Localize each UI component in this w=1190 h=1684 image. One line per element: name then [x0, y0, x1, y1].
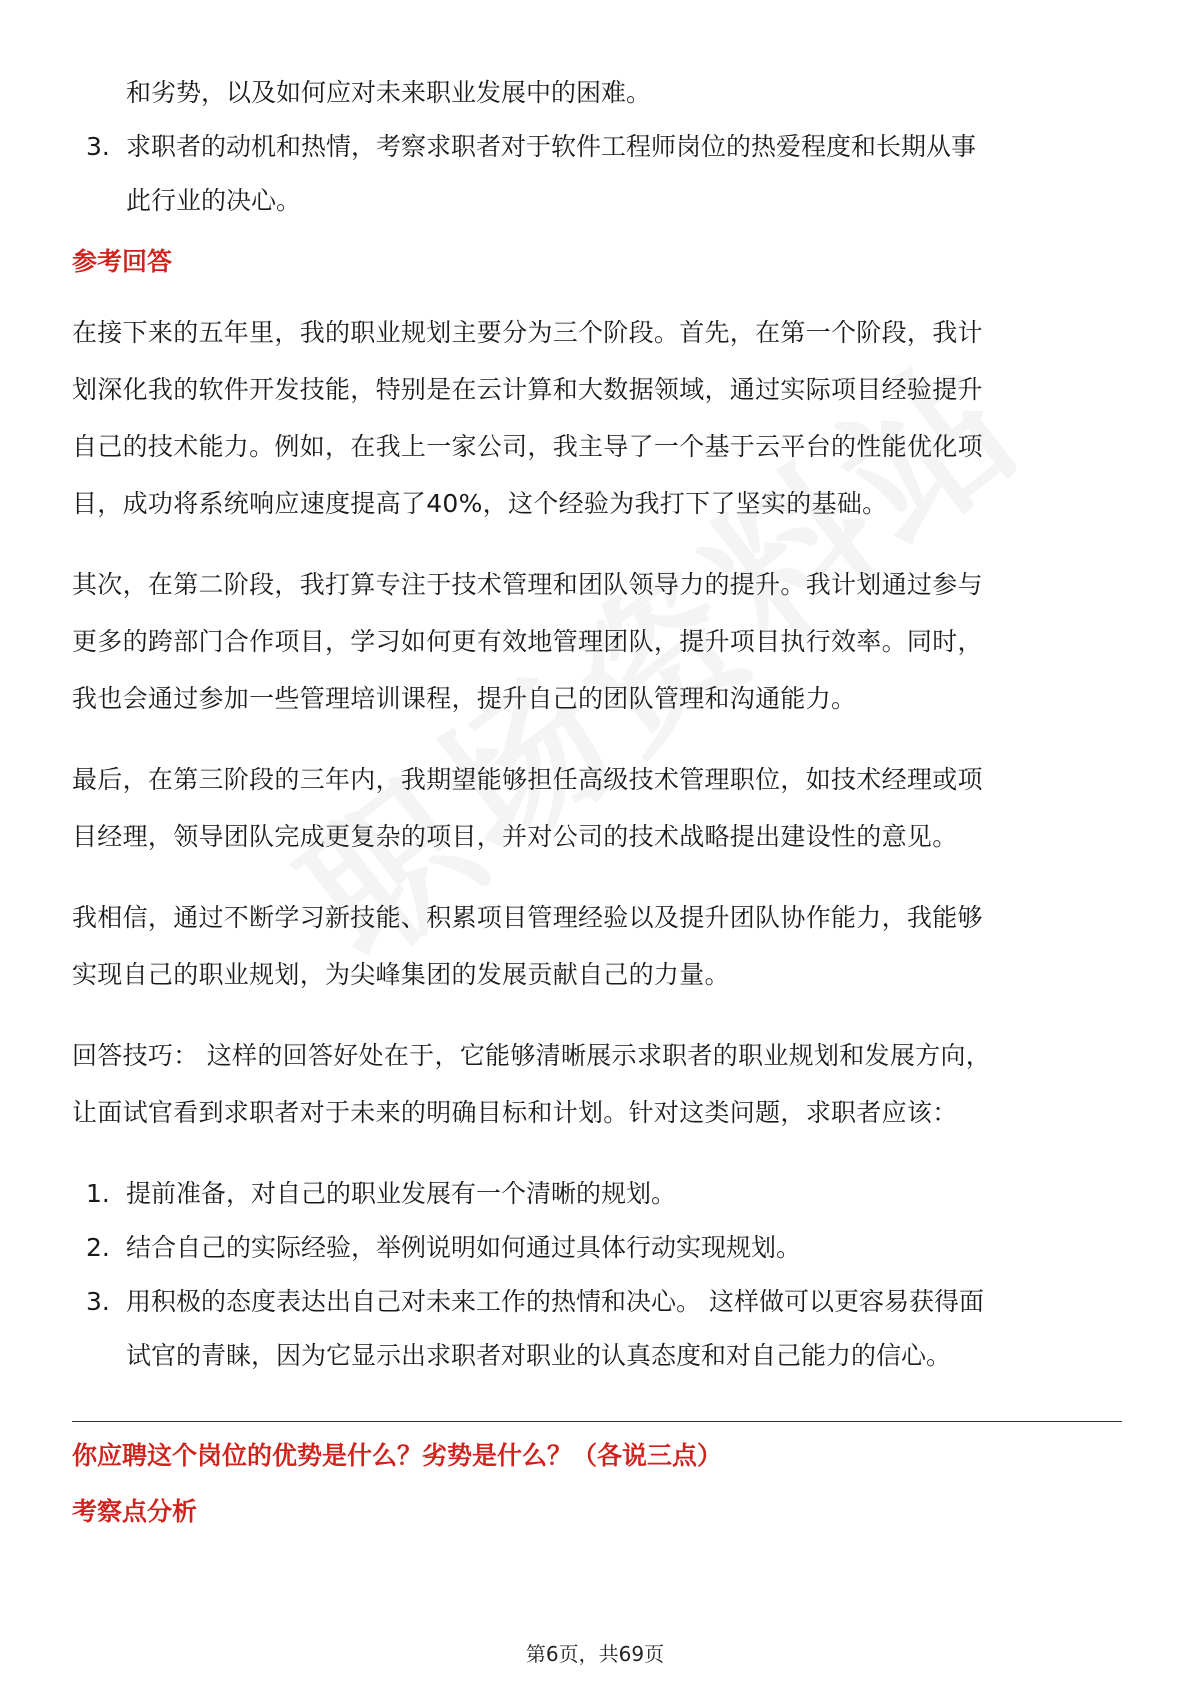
text-line: 目，成功将系统响应速度提高了40%，这个经验为我打下了坚实的基础。 [72, 489, 888, 518]
paragraph [72, 304, 1122, 532]
list-number: 3. [86, 132, 110, 161]
paragraph [72, 889, 1122, 1003]
text-line: 实现自己的职业规划，为尖峰集团的发展贡献自己的力量。 [72, 960, 730, 989]
text-line: 目经理，领导团队完成更复杂的项目，并对公司的技术战略提出建设性的意见。 [72, 822, 958, 851]
text-line: 回答技巧： 这样的回答好处在于，它能够清晰展示求职者的职业规划和发展方向， [72, 1041, 992, 1070]
list-item-continuation: 和劣势，以及如何应对未来职业发展中的困难。 [126, 78, 652, 107]
list-number: 3. [86, 1287, 110, 1316]
document-body [72, 66, 1122, 1532]
text-line: 自己的技术能力。例如，在我上一家公司，我主导了一个基于云平台的性能优化项 [72, 432, 983, 461]
list-item [72, 1275, 1122, 1383]
list-number: 2. [86, 1233, 110, 1262]
list-item-line: 此行业的决心。 [126, 186, 302, 215]
list-item-line: 结合自己的实际经验，举例说明如何通过具体行动实现规划。 [126, 1233, 802, 1262]
page-footer: 第6页，共69页 [525, 1642, 665, 1666]
question-heading: 你应聘这个岗位的优势是什么？劣势是什么？（各说三点） [72, 1441, 723, 1470]
list-item-line: 求职者的动机和热情，考察求职者对于软件工程师岗位的热爱程度和长期从事 [126, 132, 977, 161]
list-item [72, 120, 1122, 228]
list-item [72, 1167, 1122, 1221]
tips-list [72, 1167, 1122, 1383]
text-line: 划深化我的软件开发技能，特别是在云计算和大数据领域，通过实际项目经验提升 [72, 375, 983, 404]
text-line: 我也会通过参加一些管理培训课程，提升自己的团队管理和沟通能力。 [72, 684, 857, 713]
paragraph [72, 556, 1122, 727]
list-item-line: 用积极的态度表达出自己对未来工作的热情和决心。 这样做可以更容易获得面 [126, 1287, 984, 1316]
text-line: 更多的跨部门合作项目，学习如何更有效地管理团队，提升项目执行效率。同时， [72, 627, 983, 656]
section-divider [72, 1421, 1122, 1422]
text-line: 在接下来的五年里，我的职业规划主要分为三个阶段。首先，在第一个阶段，我计 [72, 318, 983, 347]
text-line: 让面试官看到求职者对于未来的明确目标和计划。针对这类问题，求职者应该： [72, 1098, 958, 1127]
list-item-line: 提前准备，对自己的职业发展有一个清晰的规划。 [126, 1179, 677, 1208]
list-item-line: 试官的青睐，因为它显示出求职者对职业的认真态度和对自己能力的信心。 [126, 1341, 952, 1370]
text-line: 我相信，通过不断学习新技能、积累项目管理经验以及提升团队协作能力，我能够 [72, 903, 983, 932]
list-item [72, 1221, 1122, 1275]
reference-answer-heading: 参考回答 [72, 247, 173, 276]
text-line: 其次，在第二阶段，我打算专注于技术管理和团队领导力的提升。我计划通过参与 [72, 570, 983, 599]
list-number: 1. [86, 1179, 110, 1208]
text-line: 最后，在第三阶段的三年内，我期望能够担任高级技术管理职位，如技术经理或项 [72, 765, 983, 794]
analysis-heading: 考察点分析 [72, 1497, 198, 1526]
answer-tips-paragraph [72, 1027, 1122, 1141]
paragraph [72, 751, 1122, 865]
